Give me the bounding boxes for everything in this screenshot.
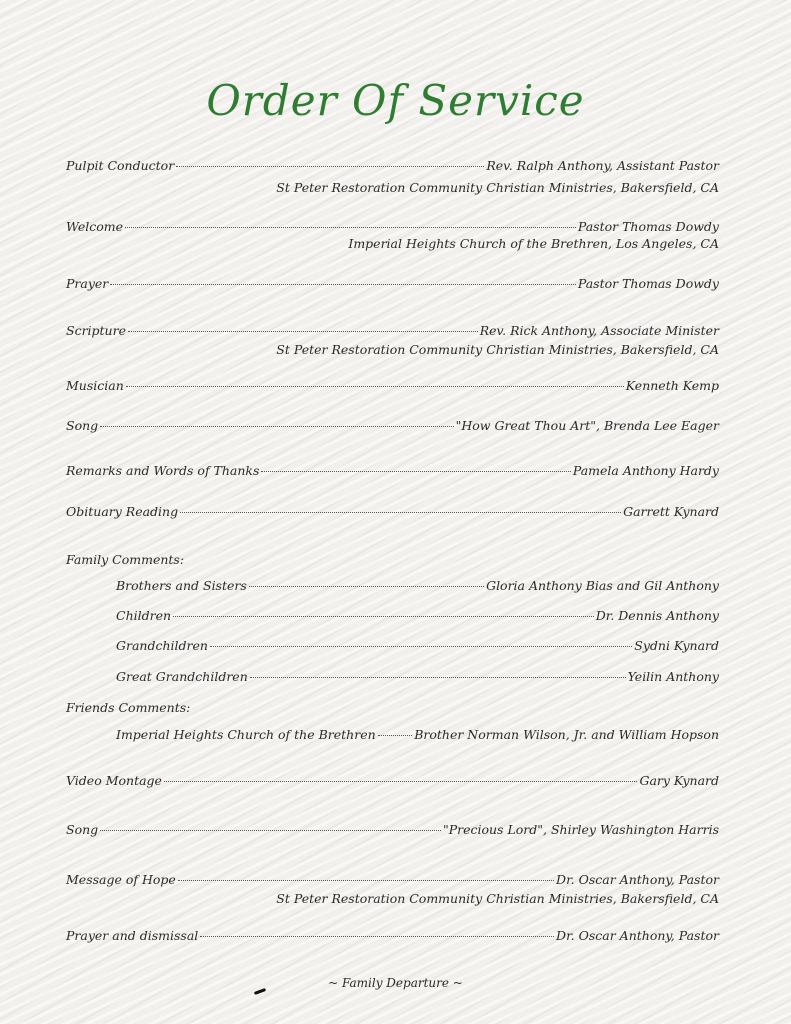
program-person: Sydni Kynard <box>634 638 719 653</box>
program-line <box>66 323 719 341</box>
program-person: Dr. Dennis Anthony <box>595 608 719 623</box>
leader-dots <box>164 781 638 782</box>
program-person: "Precious Lord", Shirley Washington Harris <box>442 822 719 837</box>
leader-dots <box>126 386 624 387</box>
program-person: Yeilin Anthony <box>627 669 719 684</box>
program-line <box>116 669 719 687</box>
program-role: Great Grandchildren <box>116 669 248 684</box>
page-title: Order Of Service <box>206 76 585 125</box>
program-role: Song <box>66 418 99 433</box>
program-person: Kenneth Kemp <box>625 378 719 393</box>
program-line <box>116 727 719 745</box>
program-role: Scripture <box>66 323 126 338</box>
program-line <box>116 608 719 626</box>
leader-dots <box>178 880 554 881</box>
program-affiliation: St Peter Restoration Community Christian Ministries, Bakersfield, CA <box>276 180 719 195</box>
program-person: Gloria Anthony Bias and Gil Anthony <box>486 578 719 593</box>
leader-dots <box>125 227 576 228</box>
program-line <box>66 463 719 481</box>
program-line <box>66 418 719 436</box>
program-role: Brothers and Sisters <box>116 578 247 593</box>
program-line <box>66 872 719 890</box>
program-affiliation: St Peter Restoration Community Christian Ministries, Bakersfield, CA <box>276 342 719 357</box>
program-person: Dr. Oscar Anthony, Pastor <box>556 928 719 943</box>
program-role: Message of Hope <box>66 872 176 887</box>
program-line <box>116 638 719 656</box>
program-role: Welcome <box>66 219 124 234</box>
program-role: Children <box>116 608 172 623</box>
program-person: Gary Kynard <box>639 773 719 788</box>
leader-dots <box>173 616 594 617</box>
program-role: Musician <box>66 378 124 393</box>
program-role: Pulpit Conductor <box>66 158 175 173</box>
program-person: Garrett Kynard <box>623 504 719 519</box>
program-person: Pastor Thomas Dowdy <box>577 276 719 291</box>
program-line <box>66 158 719 176</box>
program-role: Remarks and Words of Thanks <box>66 463 260 478</box>
program-affiliation: St Peter Restoration Community Christian Ministries, Bakersfield, CA <box>276 891 719 906</box>
program-line <box>66 276 719 294</box>
leader-dots <box>261 471 570 472</box>
program-person: Dr. Oscar Anthony, Pastor <box>556 872 719 887</box>
program-role: Imperial Heights Church of the Brethren <box>116 727 376 742</box>
program-line <box>66 822 719 840</box>
leader-dots <box>200 936 554 937</box>
leader-dots <box>378 735 413 736</box>
leader-dots <box>249 586 484 587</box>
leader-dots <box>180 512 621 513</box>
family-comments-heading: Family Comments: <box>66 552 185 567</box>
program-role: Prayer and dismissal <box>66 928 199 943</box>
program-line <box>66 773 719 791</box>
leader-dots <box>128 331 478 332</box>
program-role: Obituary Reading <box>66 504 179 519</box>
program-person: Rev. Rick Anthony, Associate Minister <box>479 323 719 338</box>
program-role: Video Montage <box>66 773 162 788</box>
program-person: Pamela Anthony Hardy <box>572 463 719 478</box>
leader-dots <box>100 426 453 427</box>
program-line <box>116 578 719 596</box>
program-person: Brother Norman Wilson, Jr. and William Hopson <box>414 727 719 742</box>
friends-comments-heading: Friends Comments: <box>66 700 191 715</box>
leader-dots <box>110 284 576 285</box>
program-role: Prayer <box>66 276 109 291</box>
program-line <box>66 928 719 946</box>
program-role: Song <box>66 822 99 837</box>
program-line <box>66 504 719 522</box>
program-line <box>66 378 719 396</box>
program-person: Rev. Ralph Anthony, Assistant Pastor <box>486 158 719 173</box>
program-role: Grandchildren <box>116 638 208 653</box>
program-affiliation: Imperial Heights Church of the Brethren, Los Angeles, CA <box>348 236 719 251</box>
leader-dots <box>210 646 632 647</box>
leader-dots <box>176 166 484 167</box>
program-person: Pastor Thomas Dowdy <box>577 219 719 234</box>
program-line <box>66 219 719 237</box>
program-person: "How Great Thou Art", Brenda Lee Eager <box>455 418 719 433</box>
leader-dots <box>100 830 441 831</box>
family-departure-footer: ~ Family Departure ~ <box>328 976 463 990</box>
leader-dots <box>250 677 626 678</box>
